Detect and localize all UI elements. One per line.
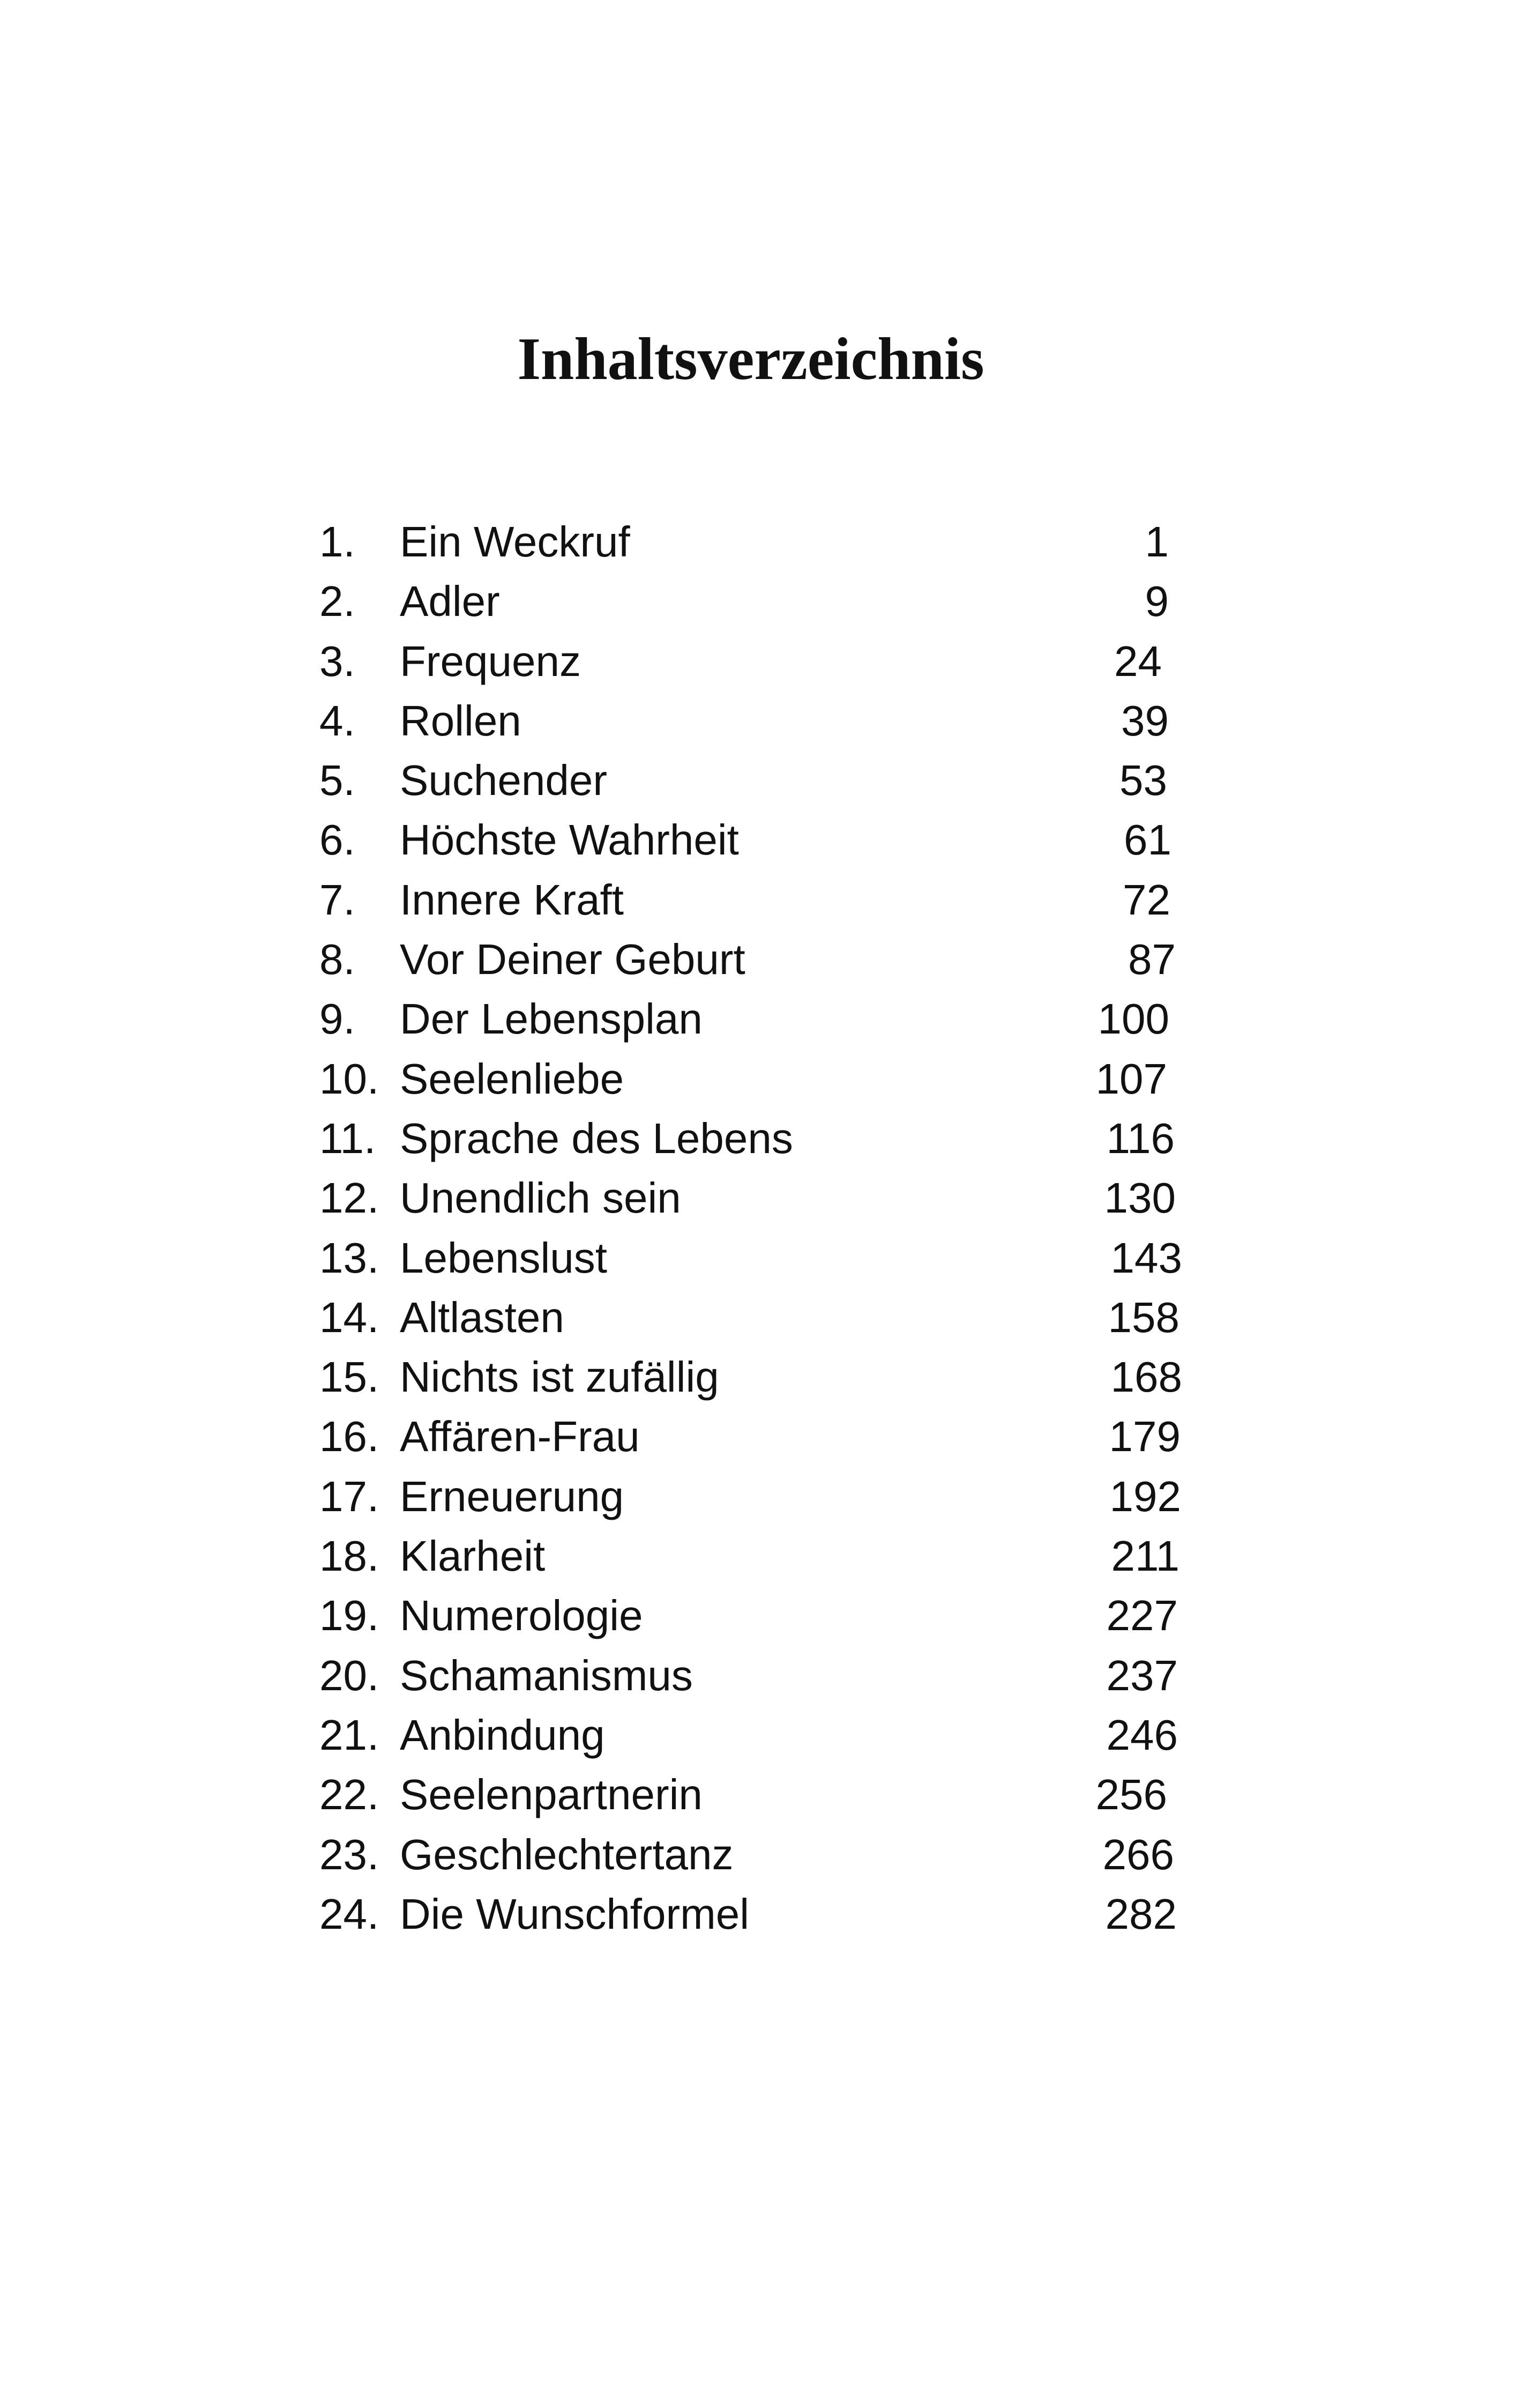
toc-entry-page: 61	[1124, 816, 1171, 864]
toc-entry-page: 192	[1109, 1472, 1181, 1520]
toc-entry-title: Sprache des Lebens	[400, 1114, 793, 1162]
toc-entry-title: Seelenliebe	[400, 1054, 624, 1103]
toc-entry-title: Nichts ist zufällig	[400, 1353, 719, 1401]
toc-entry-number: 14.	[319, 1293, 379, 1341]
toc-entry-number: 19.	[319, 1592, 379, 1640]
toc-entry[interactable]	[319, 1288, 1179, 1347]
toc-entry[interactable]	[319, 1049, 1167, 1109]
toc-entry-number: 8.	[319, 935, 355, 984]
toc-entry-page: 1	[1145, 518, 1169, 566]
toc-entry-number: 9.	[319, 995, 355, 1043]
toc-entry-page: 282	[1105, 1890, 1177, 1938]
toc-entry-number: 21.	[319, 1711, 379, 1759]
toc-entry[interactable]	[319, 1526, 1179, 1586]
toc-entry-number: 16.	[319, 1413, 379, 1461]
toc-entry-title: Die Wunschformel	[400, 1890, 750, 1938]
toc-entry-number: 7.	[319, 875, 355, 924]
toc-entry[interactable]	[319, 1467, 1181, 1526]
page-title	[0, 316, 1523, 402]
toc-entry[interactable]	[319, 1586, 1178, 1645]
toc-entry-number: 11.	[319, 1114, 376, 1162]
toc-entry-page: 39	[1121, 696, 1169, 745]
toc-entry-title: Erneuerung	[400, 1472, 624, 1520]
toc-entry[interactable]	[319, 571, 1169, 631]
toc-entry[interactable]	[319, 1884, 1177, 1944]
toc-entry[interactable]	[319, 631, 1162, 691]
toc-entry[interactable]	[319, 1646, 1178, 1705]
toc-entry-number: 2.	[319, 577, 355, 626]
toc-entry-number: 18.	[319, 1532, 379, 1580]
toc-entry-page: 211	[1111, 1532, 1179, 1580]
toc-entry-title: Vor Deiner Geburt	[400, 935, 745, 984]
toc-entry[interactable]	[319, 1347, 1182, 1407]
toc-entry-title: Altlasten	[400, 1293, 564, 1341]
toc-entry-number: 4.	[319, 696, 355, 745]
toc-entry-title: Geschlechtertanz	[400, 1830, 734, 1878]
toc-entry-number: 20.	[319, 1651, 379, 1699]
toc-entry-title: Unendlich sein	[400, 1174, 681, 1222]
toc-entry-title: Anbindung	[400, 1711, 605, 1759]
toc-entry[interactable]	[319, 870, 1170, 930]
toc-entry-page: 9	[1145, 577, 1169, 626]
toc-entry[interactable]	[319, 1825, 1174, 1884]
toc-entry[interactable]	[319, 1705, 1178, 1765]
toc-entry-page: 143	[1110, 1233, 1182, 1282]
toc-entry-title: Der Lebensplan	[400, 995, 703, 1043]
toc-entry-page: 179	[1109, 1413, 1181, 1461]
toc-entry[interactable]	[319, 1765, 1167, 1824]
toc-entry-page: 266	[1102, 1830, 1174, 1878]
toc-entry-number: 23.	[319, 1830, 379, 1878]
toc-entry-page: 246	[1106, 1711, 1178, 1759]
toc-entry-number: 3.	[319, 637, 355, 685]
toc-entry-number: 17.	[319, 1472, 379, 1520]
toc-entry-page: 100	[1098, 995, 1169, 1043]
toc-entry-page: 158	[1108, 1293, 1179, 1341]
toc-entry-number: 13.	[319, 1233, 379, 1282]
toc-entry-title: Höchste Wahrheit	[400, 816, 739, 864]
toc-entry-title: Seelenpartnerin	[400, 1771, 703, 1819]
toc-entry[interactable]	[319, 989, 1169, 1049]
toc-entry-page: 72	[1123, 875, 1170, 924]
toc-entry-page: 256	[1095, 1771, 1167, 1819]
toc-entry-title: Schamanismus	[400, 1651, 693, 1699]
toc-entry-title: Adler	[400, 577, 500, 626]
toc-entry-title: Innere Kraft	[400, 875, 624, 924]
toc-entry-page: 130	[1104, 1174, 1176, 1222]
toc-entry-title: Rollen	[400, 696, 521, 745]
toc-entry-number: 15.	[319, 1353, 379, 1401]
toc-entry[interactable]	[319, 810, 1171, 869]
toc-entry[interactable]	[319, 1228, 1182, 1288]
toc-entry-number: 22.	[319, 1771, 379, 1819]
page-title-text: Inhaltsverzeichnis	[517, 326, 984, 392]
toc-entry-title: Lebenslust	[400, 1233, 607, 1282]
toc-entry-page: 24	[1114, 637, 1162, 685]
toc-entry[interactable]	[319, 1407, 1181, 1466]
toc-entry-page: 227	[1106, 1592, 1178, 1640]
toc-entry[interactable]	[319, 691, 1169, 750]
toc-entry-page: 237	[1106, 1651, 1178, 1699]
toc-entry-number: 1.	[319, 518, 355, 566]
toc-entry-page: 107	[1095, 1054, 1167, 1103]
toc-entry[interactable]	[319, 930, 1176, 989]
toc-entry-title: Suchender	[400, 756, 607, 805]
toc-entry[interactable]	[319, 1109, 1175, 1168]
toc-entry-title: Ein Weckruf	[400, 518, 630, 566]
toc-entry-page: 168	[1110, 1353, 1182, 1401]
toc-entry-page: 116	[1106, 1114, 1175, 1162]
toc-entry[interactable]	[319, 1168, 1176, 1228]
toc-entry-number: 24.	[319, 1890, 379, 1938]
toc-entry-page: 53	[1119, 756, 1167, 805]
toc-entry[interactable]	[319, 512, 1169, 571]
toc-entry-number: 12.	[319, 1174, 379, 1222]
table-of-contents	[319, 512, 1182, 1944]
toc-entry-number: 5.	[319, 756, 355, 805]
toc-entry-title: Frequenz	[400, 637, 581, 685]
toc-entry-title: Affären-Frau	[400, 1413, 640, 1461]
toc-entry-number: 10.	[319, 1054, 379, 1103]
toc-entry-page: 87	[1128, 935, 1176, 984]
toc-entry[interactable]	[319, 750, 1167, 810]
toc-entry-title: Numerologie	[400, 1592, 643, 1640]
toc-entry-number: 6.	[319, 816, 355, 864]
toc-entry-title: Klarheit	[400, 1532, 546, 1580]
